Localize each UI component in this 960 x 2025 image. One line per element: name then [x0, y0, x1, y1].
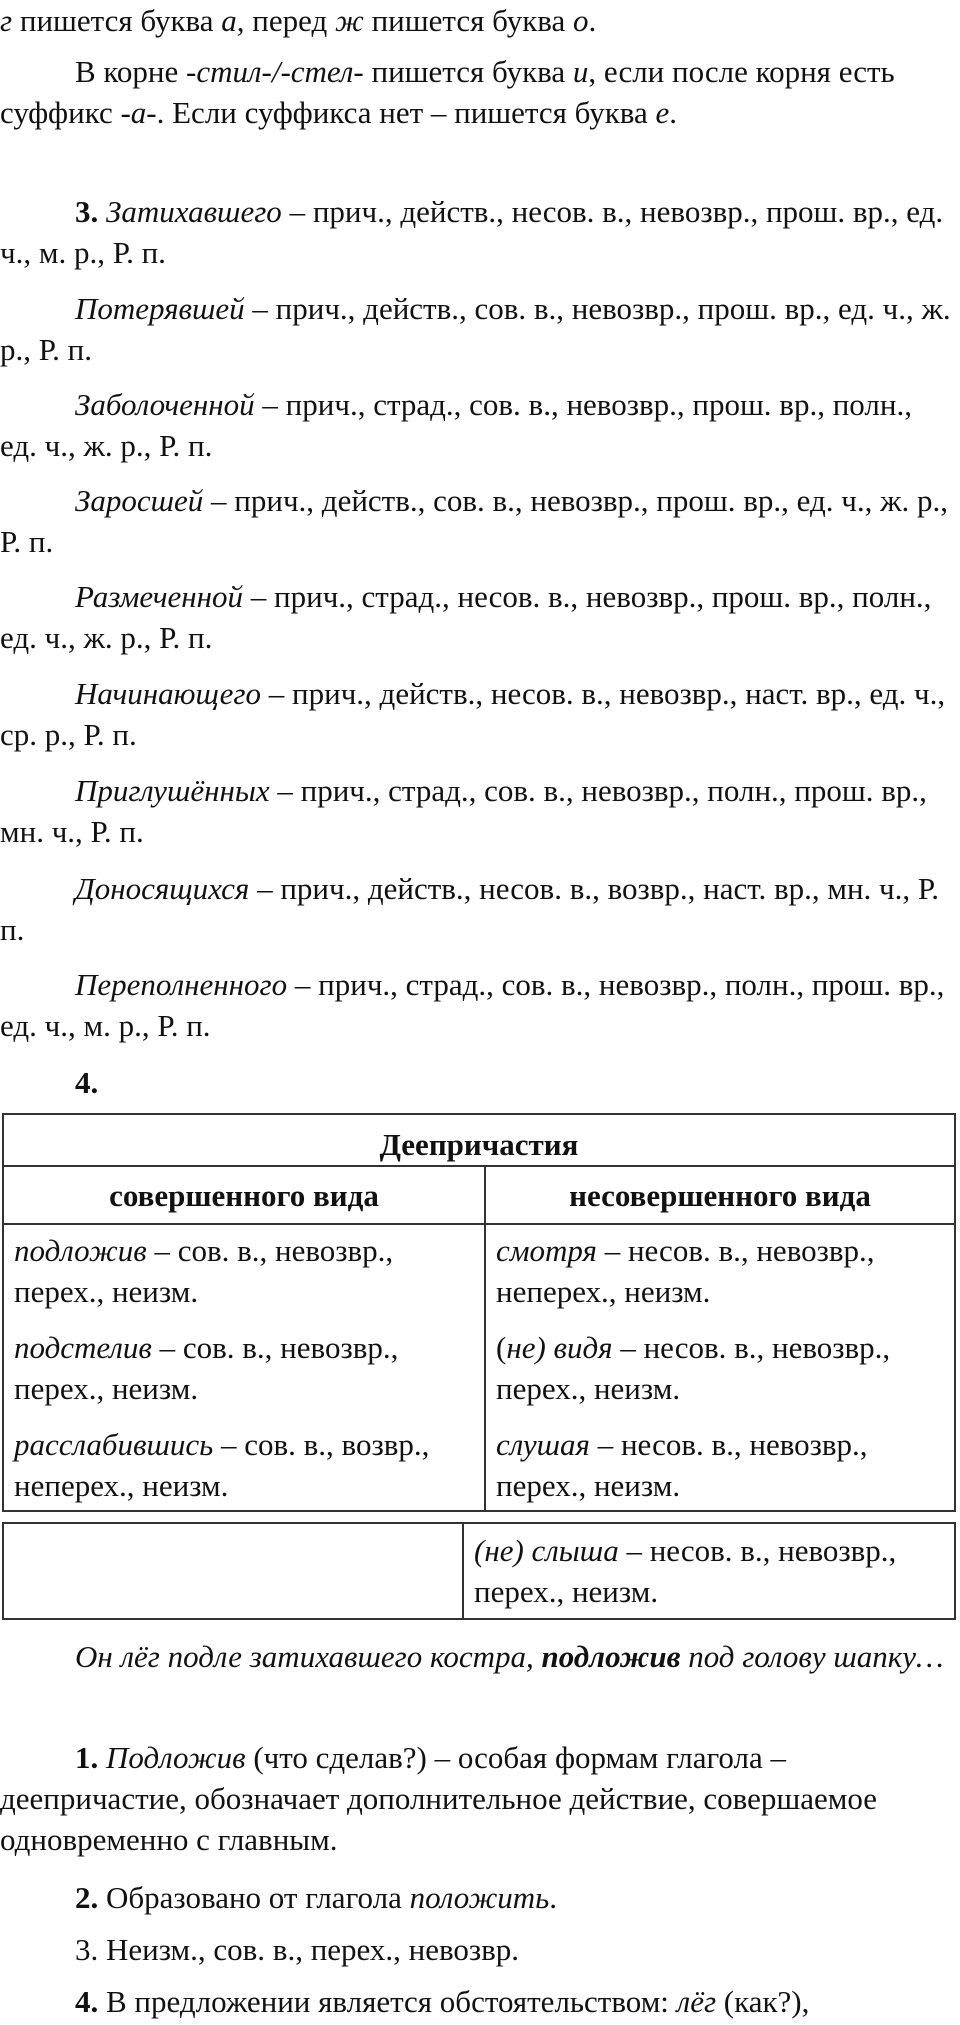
imperfective-cell: (не) слыша – несов. в., невозвр., перех., неизм.: [463, 1523, 955, 1619]
column-header-perfective: совершенного вида: [3, 1166, 485, 1224]
gerund-entry: подстелив – сов. в., невозвр., перех., неизм.: [14, 1330, 399, 1406]
example-sentence: Он лёг подле затихавшего костра, подложив под голову шапку…: [75, 1639, 944, 1674]
column-header-imperfective: несовершенного вида: [485, 1166, 955, 1224]
analysis-item: 2. Образовано от глагола положить.: [75, 1880, 558, 1915]
gerund-entry: (не) видя – несов. в., невозвр., перех., неизм.: [496, 1330, 891, 1406]
perfective-cell: [3, 1224, 485, 1511]
section-number: 4.: [75, 1065, 99, 1100]
participle-item: Размеченной – прич., страд., несов. в., невозвр., прош. вр., полн., ед. ч., ж. р., Р. п.: [0, 579, 932, 655]
analysis-item: 4. В предложении является обстоятельством: лёг (как?),: [75, 1984, 810, 2019]
gerunds-table-continuation: [2, 1522, 956, 1620]
gerund-entry: расслабившись – сов. в., возвр., неперех., неизм.: [14, 1427, 430, 1503]
table-title: Деепричастия: [3, 1114, 955, 1166]
participle-item: Переполненного – прич., страд., сов. в., невозвр., полн., прош. вр., ед. ч., м. р., Р. п.: [0, 967, 945, 1043]
analysis-item: 1. Подложив (что сделав?) – особая формам глагола – деепричастие, обозначает дополнительное действие, совершаемое одновременно с главным.: [0, 1740, 878, 1857]
participle-item: Доносящихся – прич., действ., несов. в., возвр., наст. вр., мн. ч., Р. п.: [0, 871, 940, 947]
participle-item: Начинающего – прич., действ., несов. в., невозвр., наст. вр., ед. ч., ср. р., Р. п.: [0, 676, 946, 752]
participle-item: Потерявшей – прич., действ., сов. в., невозвр., прош. вр., ед. ч., ж. р., Р. п.: [0, 291, 951, 367]
paragraph-stil-stel: В корне -стил-/-стел- пишется буква и, если после корня есть суффикс -а-. Если суффикса нет – пишется буква е.: [0, 54, 895, 130]
participle-item: Приглушённых – прич., страд., сов. в., невозвр., полн., прош. вр., мн. ч., Р. п.: [0, 773, 927, 849]
gerund-entry: слушая – несов. в., невозвр., перех., неизм.: [496, 1427, 868, 1503]
gerund-entry: смотря – несов. в., невозвр., неперех., неизм.: [496, 1233, 875, 1309]
analysis-item: 3. Неизм., сов. в., перех., невозвр.: [75, 1932, 520, 1967]
gerund-entry: подложив – сов. в., невозвр., перех., неизм.: [14, 1233, 394, 1309]
participle-item: 3. Затихавшего – прич., действ., несов. в., невозвр., прош. вр., ед. ч., м. р., Р. п.: [0, 194, 944, 270]
text-line-letters: г пишется буква а, перед ж пишется буква о.: [0, 3, 597, 38]
gerunds-table: [2, 1113, 956, 1512]
participle-item: Заросшей – прич., действ., сов. в., невозвр., прош. вр., ед. ч., ж. р., Р. п.: [0, 483, 949, 559]
empty-cell: [3, 1523, 463, 1619]
section-number: 3.: [75, 194, 99, 229]
imperfective-cell: [485, 1224, 955, 1511]
participle-item: Заболоченной – прич., страд., сов. в., невозвр., прош. вр., полн., ед. ч., ж. р., Р. п.: [0, 387, 912, 463]
